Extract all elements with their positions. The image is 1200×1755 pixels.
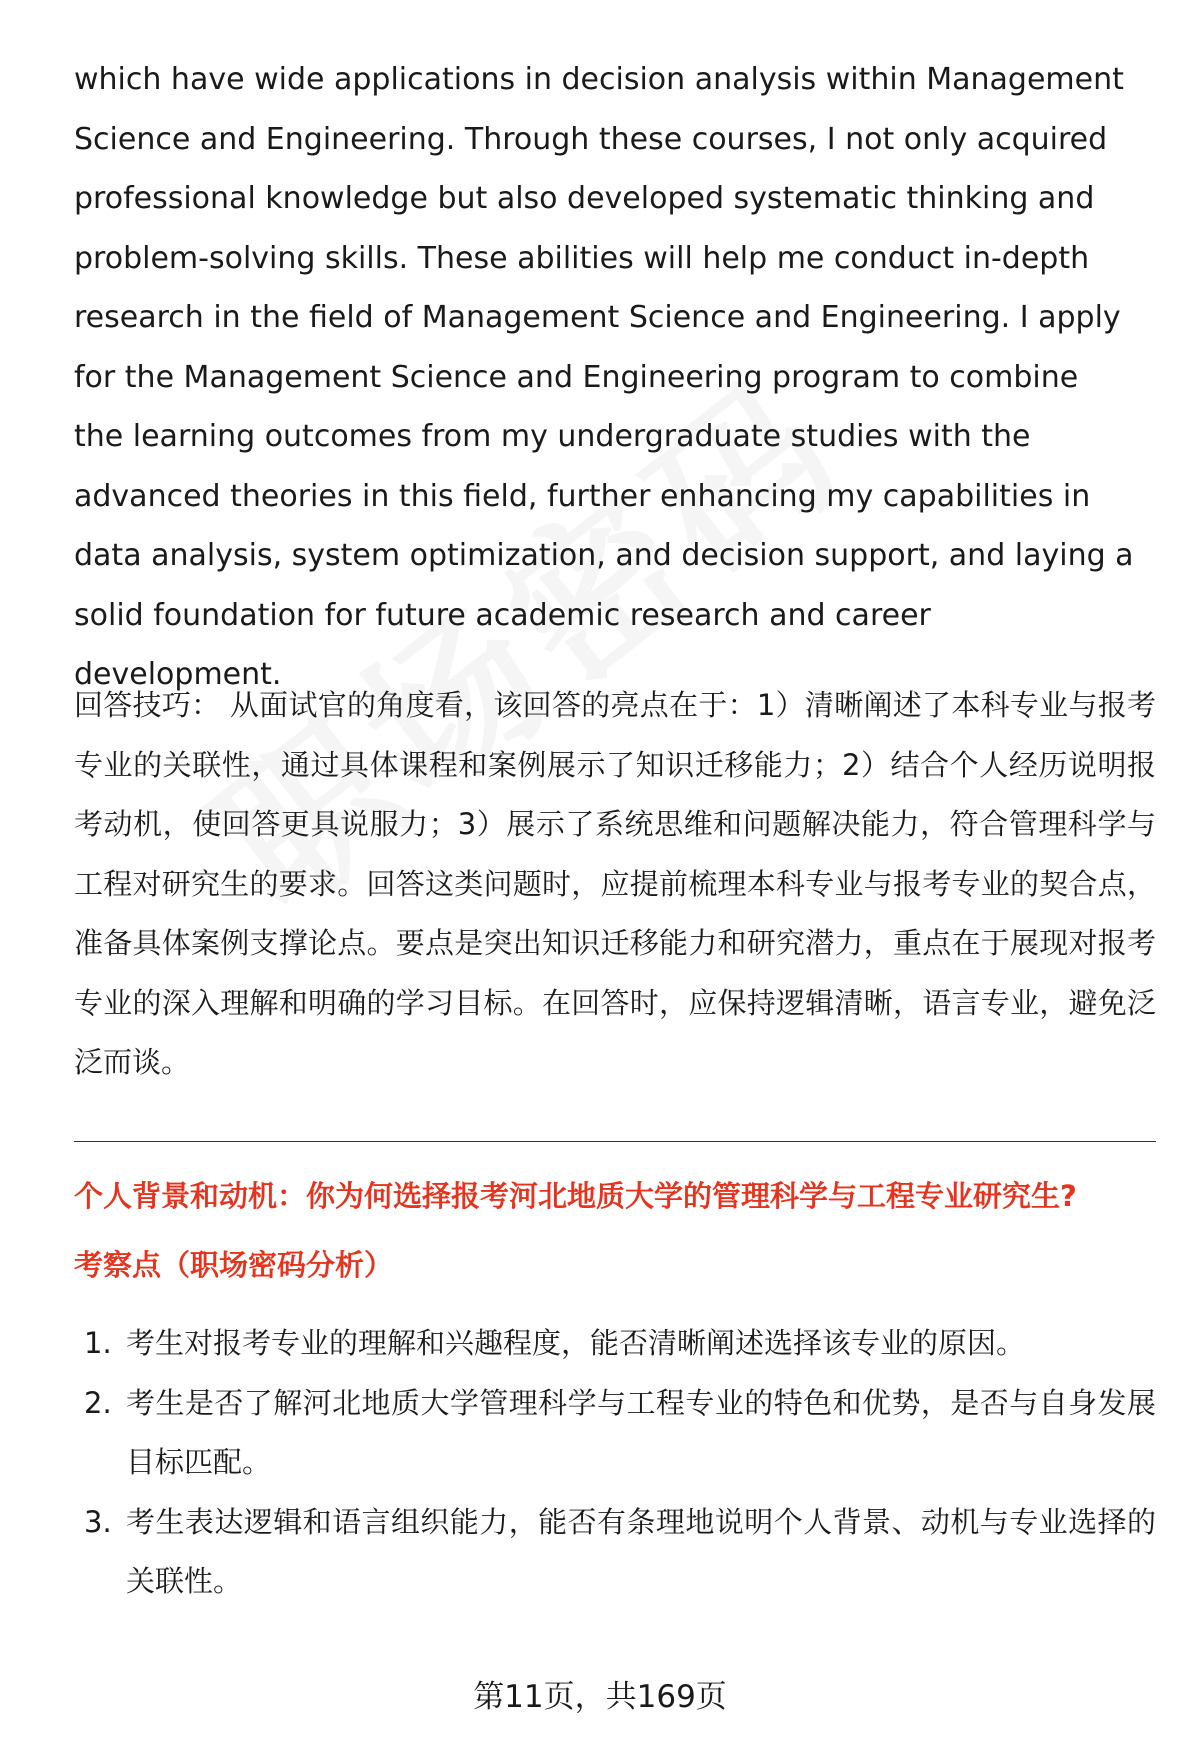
page-footer: 第11页，共169页	[473, 1679, 727, 1715]
assessment-points-list	[74, 1314, 1156, 1612]
list-item	[74, 1314, 1156, 1374]
list-item-text: 考生是否了解河北地质大学管理科学与工程专业的特色和优势，是否与自身发展目标匹配。	[126, 1385, 1156, 1479]
list-item	[74, 1374, 1156, 1493]
section-divider	[74, 1141, 1156, 1142]
section-subtitle: 考察点（职场密码分析）	[74, 1248, 394, 1282]
list-item-number: 3.	[84, 1504, 112, 1539]
list-item-number: 1.	[84, 1326, 112, 1360]
english-paragraph: which have wide applications in decision analysis within Management Science and Engineering. Through these courses, I not only acquired professional knowledge but also developed systematic thinking and problem-solving skills. These abilities will help me conduct in-depth research in the field of Management Science and Engineering. I apply for the Management Science and Engineering program to combine the learning outcomes from my undergraduate studies with the advanced theories in this field, further enhancing my capabilities in data analysis, system optimization, and decision support, and laying a solid foundation for future academic research and career development.	[74, 62, 1134, 692]
answer-tips-paragraph: 回答技巧： 从面试官的角度看，该回答的亮点在于：1）清晰阐述了本科专业与报考专业的关联性，通过具体课程和案例展示了知识迁移能力；2）结合个人经历说明报考动机，使回答更具说服力；3）展示了系统思维和问题解决能力，符合管理科学与工程对研究生的要求。回答这类问题时，应提前梳理本科专业与报考专业的契合点，准备具体案例支撑论点。要点是突出知识迁移能力和研究潜力，重点在于展现对报考专业的深入理解和明确的学习目标。在回答时，应保持逻辑清晰，语言专业，避免泛泛而谈。	[74, 688, 1156, 1079]
list-item	[74, 1493, 1156, 1612]
section-question-heading: 个人背景和动机：你为何选择报考河北地质大学的管理科学与工程专业研究生?	[74, 1179, 1077, 1213]
list-item-text: 考生表达逻辑和语言组织能力，能否有条理地说明个人背景、动机与专业选择的关联性。	[126, 1504, 1156, 1598]
list-item-number: 2.	[84, 1385, 112, 1420]
list-item-text: 考生对报考专业的理解和兴趣程度，能否清晰阐述选择该专业的原因。	[126, 1326, 1026, 1360]
